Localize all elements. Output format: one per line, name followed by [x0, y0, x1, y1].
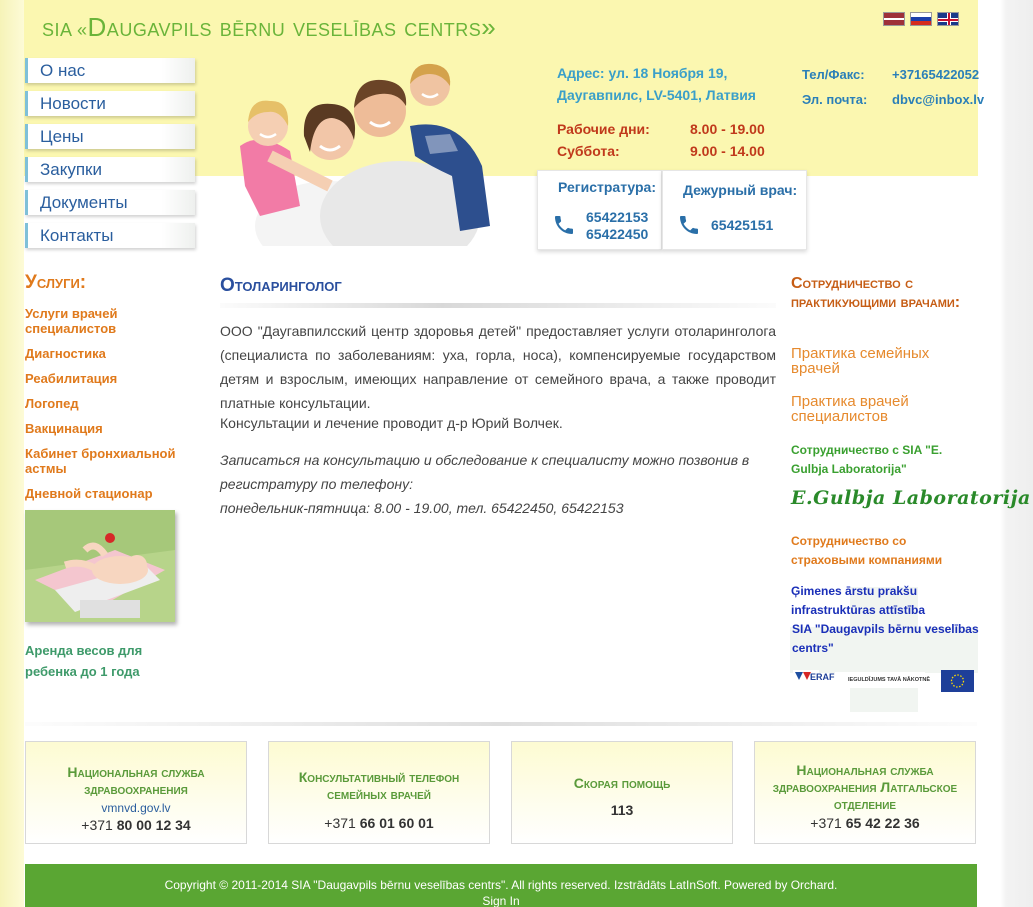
info-box-title: Национальная служба здравоохранения: [67, 764, 205, 797]
phone-number[interactable]: 65 42 22 36: [845, 815, 920, 831]
eu-project-info: [791, 582, 981, 658]
nav-item-about[interactable]: О нас: [25, 58, 195, 83]
info-box-family-doctors-phone: [268, 741, 490, 844]
duty-doctor-phone[interactable]: 65425151: [711, 217, 774, 233]
service-specialists[interactable]: Услуги врачей специалистов: [25, 306, 118, 336]
investment-label: IEGULDĪJUMS TAVĀ NĀKOTNĒ: [848, 677, 930, 683]
baby-scale-photo[interactable]: [25, 510, 175, 622]
title-divider: [220, 303, 776, 308]
sign-in-link[interactable]: Sign In: [482, 894, 520, 907]
weekdays-label: Рабочие дни:: [557, 121, 650, 137]
service-rehabilitation[interactable]: Реабилитация: [25, 371, 118, 386]
duty-doctor-title: Дежурный врач:: [683, 182, 798, 198]
site-logo[interactable]: [42, 12, 496, 43]
info-box-title: Скорая помощь: [573, 775, 671, 791]
weekdays-value: 8.00 - 19.00: [690, 121, 765, 137]
family-photo: [220, 56, 520, 246]
registry-box: [537, 170, 662, 250]
service-day-hospital[interactable]: Дневной стационар: [25, 486, 153, 501]
main-nav: [25, 58, 195, 256]
health-service-site-link[interactable]: vmnvd.gov.lv: [101, 801, 171, 815]
service-vaccination[interactable]: Вакцинация: [25, 421, 103, 436]
nav-item-news[interactable]: Новости: [25, 91, 195, 116]
footer: [25, 864, 977, 907]
info-box-title: Национальная служба здравоохранения Латгальское отделение: [772, 762, 958, 812]
gulbja-logo[interactable]: E.Gulbja Laboratorija: [791, 487, 1031, 509]
email-label: Эл. почта:: [802, 92, 868, 107]
registry-phone-1[interactable]: 65422153: [586, 209, 649, 225]
phone-fax-value[interactable]: +37165422052: [892, 67, 980, 82]
phone-number[interactable]: 66 01 60 01: [359, 815, 434, 831]
appointment-info: [220, 448, 776, 520]
nav-item-contacts[interactable]: Контакты: [25, 223, 195, 248]
phone-prefix: +371: [324, 815, 360, 831]
contacts-block: [802, 62, 984, 112]
eu-project-owner: SIA "Daugavpils bērnu veselības centrs": [792, 622, 979, 655]
info-box-emergency: [511, 741, 733, 844]
appointment-text: Записаться на консультацию и обследование к специалисту можно позвонив в регистратуру по телефону:: [220, 452, 750, 492]
service-asthma-cabinet[interactable]: Кабинет бронхиальной астмы: [25, 446, 176, 476]
saturday-value: 9.00 - 14.00: [690, 143, 765, 159]
duty-doctor-box: [662, 170, 807, 250]
copyright-text: Copyright © 2011-2014 SIA "Daugavpils bērnu veselības centrs". All rights reserved. Izstrādāts LatInSoft. Powered by Orchard.: [164, 878, 838, 892]
nav-item-prices[interactable]: Цены: [25, 124, 195, 149]
phone-number[interactable]: 80 00 12 34: [116, 817, 191, 833]
email-link[interactable]: dbvc@inbox.lv: [892, 92, 985, 107]
phone-icon: [552, 213, 576, 237]
insurance-cooperation-link[interactable]: Сотрудничество со страховыми компаниями: [791, 534, 943, 567]
registry-title: Регистратура:: [558, 179, 656, 195]
eu-project-title: Ģimenes ārstu prakšu infrastruktūras attīstība: [791, 584, 926, 617]
info-box-latgale-health-service: [754, 741, 976, 844]
bottom-divider: [25, 722, 977, 726]
info-box-health-service: [25, 741, 247, 844]
phone-prefix: +371: [810, 815, 846, 831]
address-line1: Адрес: ул. 18 Ноября 19,: [557, 65, 728, 81]
logo-name: Daugavpils bērnu veselības centrs: [87, 12, 482, 42]
phone-fax-label: Тел/Факс:: [802, 67, 865, 82]
scale-rent-link[interactable]: Аренда весов для ребенка до 1 года: [25, 643, 143, 679]
main-paragraph-1: ООО "Даугавпилсский центр здоровья детей" предоставляет услуги отоларинголога (специалиста по заболеваниям: уха, горла, носа), компенсируемые государством детям и взрослым, имеющих направление от семейного врача, а также проводит платные консультации.: [220, 323, 776, 411]
appointment-hours: понедельник-пятница: 8.00 - 19.00, тел. 65422450, 65422153: [220, 500, 624, 516]
family-doctors-link[interactable]: Практика семейных врачей: [791, 345, 930, 377]
logo-prefix: SIA «: [42, 20, 88, 40]
language-switcher: [883, 12, 959, 26]
russian-flag-icon[interactable]: [910, 12, 932, 26]
specialists-practice-link[interactable]: Практика врачей специалистов: [791, 393, 909, 425]
phone-number[interactable]: 113: [610, 802, 634, 818]
nav-item-procurement[interactable]: Закупки: [25, 157, 195, 182]
eraf-label: ERAF: [810, 672, 835, 682]
registry-phone-2[interactable]: 65422450: [586, 226, 649, 242]
nav-item-documents[interactable]: Документы: [25, 190, 195, 215]
service-speech-therapist[interactable]: Логопед: [25, 396, 79, 411]
page-title: Отоларинголог: [220, 275, 342, 296]
gulbja-cooperation-link[interactable]: Сотрудничество с SIA "E. Gulbja Laboratorija": [791, 443, 943, 476]
working-hours: [557, 118, 765, 162]
cooperation-heading: Сотрудничество с практикующими врачами:: [791, 275, 961, 311]
address-block: [557, 62, 756, 106]
services-list: [25, 306, 185, 511]
main-paragraph-2: Консультации и лечение проводит д-р Юрий Волчек.: [220, 415, 563, 431]
logo-suffix: »: [481, 12, 497, 42]
saturday-label: Суббота:: [557, 143, 620, 159]
address-line2: Даугавпилс, LV-5401, Латвия: [557, 87, 756, 103]
latvian-flag-icon[interactable]: [883, 12, 905, 26]
services-heading: Услуги:: [25, 272, 87, 293]
info-box-title: Консультативный телефон семейных врачей: [298, 769, 460, 802]
phone-prefix: +371: [81, 817, 117, 833]
english-flag-icon[interactable]: [937, 12, 959, 26]
phone-icon: [677, 213, 701, 237]
service-diagnostics[interactable]: Диагностика: [25, 346, 106, 361]
